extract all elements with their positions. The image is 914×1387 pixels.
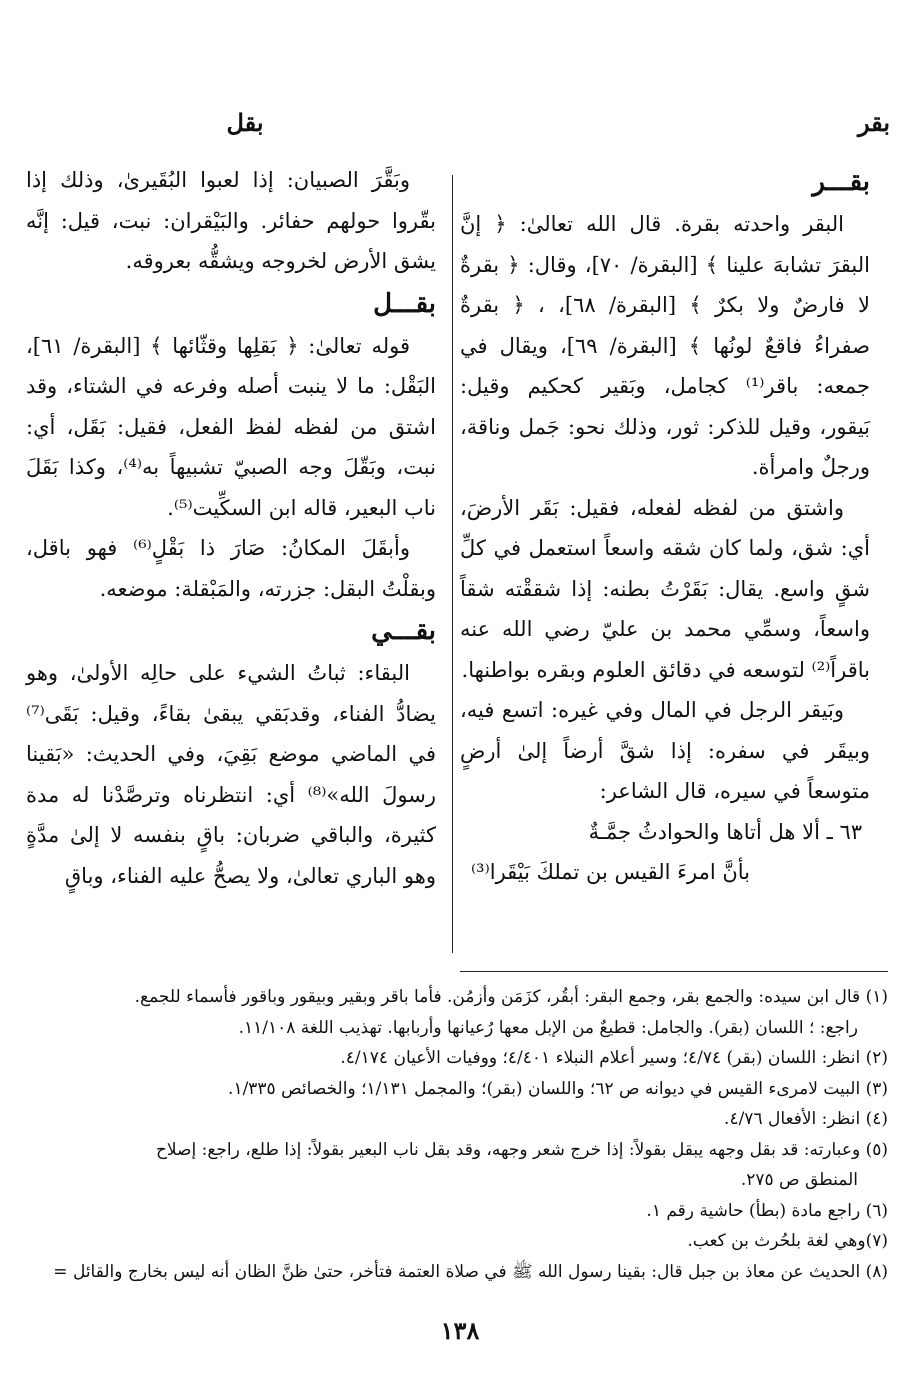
right-column-paragraph: البقر واحدته بقرة. قال الله تعالىٰ: ﴿ إنَّ البقرَ تشابهَ علينا ﴾ [البقرة/ ٧٠]، وقال: ﴿ بقرةٌ لا فارضٌ ولا بكرٌ ﴾ [البقرة/ ٦٨]، ، ﴿ بقرةٌ صفراءُ فاقعٌ لونُها ﴾ [البقرة/ ٦٩]، ويقال في جمعه: باقر⁽¹⁾ كجامل، وبَقير كحكيم وقيل: بَيقور، وقيل للذكر: ثور، وذلك نحو: جَمل وناقة، ورجلٌ وامرأة. <box>460 212 871 479</box>
left-column-entry-heading: بقـــل <box>373 288 436 319</box>
right-column-verse-line: بأنَّ امرءَ القيس بن تملكَ بَيْقَرا⁽³⁾ <box>471 860 750 884</box>
footnote: (٣) البيت لامرىء القيس في ديوانه ص ٦٢؛ واللسان (بقر)؛ والمجمل ١/١٣١؛ والخصائص ١/٣٣٥. <box>228 1078 888 1099</box>
running-head-right: بقر <box>857 108 890 137</box>
left-column-entry-heading: بقـــي <box>371 616 436 646</box>
right-column <box>460 160 870 893</box>
footnote: (٨) الحديث عن معاذ بن جبل قال: بقينا رسول الله ﷺ في صلاة العتمة فتأخر، حتىٰ ظنَّ الظان أنه ليس بخارج والقائل = <box>53 1261 888 1282</box>
page-number: ١٣٨ <box>440 1316 480 1345</box>
right-column-paragraph: واشتق من لفظه لفعله، فقيل: بَقَر الأرضَ، أي: شق، ولما كان شقه واسعاً استعمل في كلِّ شقٍ واسع. يقال: بَقَرْتُ بطنه: إذا شققْته شقاً واسعاً، وسمِّي محمد بن عليّ رضي الله عنه باقراً⁽²⁾ لتوسعه في دقائق العلوم وبقره بواطنها. <box>460 495 870 682</box>
footnote-divider <box>460 971 888 972</box>
left-column-paragraph: البقاء: ثباتُ الشيء على حالِه الأولىٰ، وهو يضادُّ الفناء، وقدبَقي يبقىٰ بقاءً، وقيل: بَقَى⁽⁷⁾ في الماضي موضع بَقِيَ، وفي الحديث: «بَقينا رسولَ الله»⁽⁸⁾ أي: انتظرناه وترصَّدْنا له مدة كثيرة، والباقي ضربان: باقٍ بنفسه لا إلىٰ مدَّةٍ وهو الباري تعالىٰ، ولا يصحُّ عليه الفناء، وباقٍ <box>26 661 436 888</box>
footnote: (٥) وعبارته: قد بقل وجهه يبقل بقولاً: إذا خرج شعر وجهه، وقد بقل ناب البعير بقولاً: إذا طلع، راجع: إصلاح <box>155 1139 888 1160</box>
left-column-paragraph: قوله تعالىٰ: ﴿ بَقلِها وقثّائها ﴾ [البقرة/ ٦١]، البَقْل: ما لا ينبت أصله وفرعه في الشتاء، وقد اشتق من لفظه لفظ الفعل، فقيل: بَقَل، أي: نبت، وبَقّلَ وجه الصبيّ تشبيهاً به⁽⁴⁾، وكذا بَقَلَ ناب البعير، قاله ابن السكِّيت⁽⁵⁾. <box>26 333 436 520</box>
left-column <box>26 160 436 896</box>
left-column-paragraph: وبَقَّرَ الصبيان: إذا لعبوا البُقَيرىٰ، وذلك إذا بقّروا حولهم حفائر. والبَيْقران: نبت، قيل: إنَّه يشق الأرض لخروجه ويشقُّه بعروقه. <box>26 168 436 273</box>
footnote: (٢) انظر: اللسان (بقر) ٤/٧٤؛ وسير أعلام النبلاء ٤/٤٠١؛ ووفيات الأعيان ٤/١٧٤. <box>340 1048 888 1068</box>
footnote: (١) قال ابن سيده: والجمع بقر، وجمع البقر: أبقُر، كزَمَن وأزمُن. فأما باقر وبقير وبيقور وباقور فأسماء للجمع. <box>134 987 888 1007</box>
footnote: راجع: ؛ اللسان (بقر). والجامل: قطيعٌ من الإبل معها رُعيانها وأربابها. تهذيب اللغة ١١/١٠٨. <box>238 1017 858 1038</box>
footnote: (٧)وهي لغة بلحُرث بن كعب. <box>687 1231 888 1251</box>
right-column-paragraph: وبَيقر الرجل في المال وفي غيره: اتسع فيه، وبيقَر في سفره: إذا شقَّ أرضاً إلىٰ أرضٍ متوسعاً في سيره، قال الشاعر: <box>460 698 870 803</box>
running-head-left: بقل <box>226 108 264 137</box>
footnotes <box>20 982 888 1287</box>
footnote: (٦) راجع مادة (بطأ) حاشية رقم ١. <box>646 1200 888 1221</box>
footnote: (٤) انظر: الأفعال ٤/٧٦. <box>724 1109 888 1129</box>
right-column-entry-heading: بقـــر <box>812 167 870 197</box>
column-divider <box>452 175 453 953</box>
right-column-verse-line: ٦٣ ـ ألا هل أتاها والحوادثُ جمَّـةٌ <box>588 819 862 844</box>
footnote: المنطق ص ٢٧٥. <box>740 1170 858 1190</box>
left-column-paragraph: وأبقَلَ المكانُ: صَارَ ذا بَقْلٍ⁽⁶⁾ فهو باقل، وبقلْتُ البقل: جزرته، والمَبْقلة: موضعه. <box>26 536 436 601</box>
